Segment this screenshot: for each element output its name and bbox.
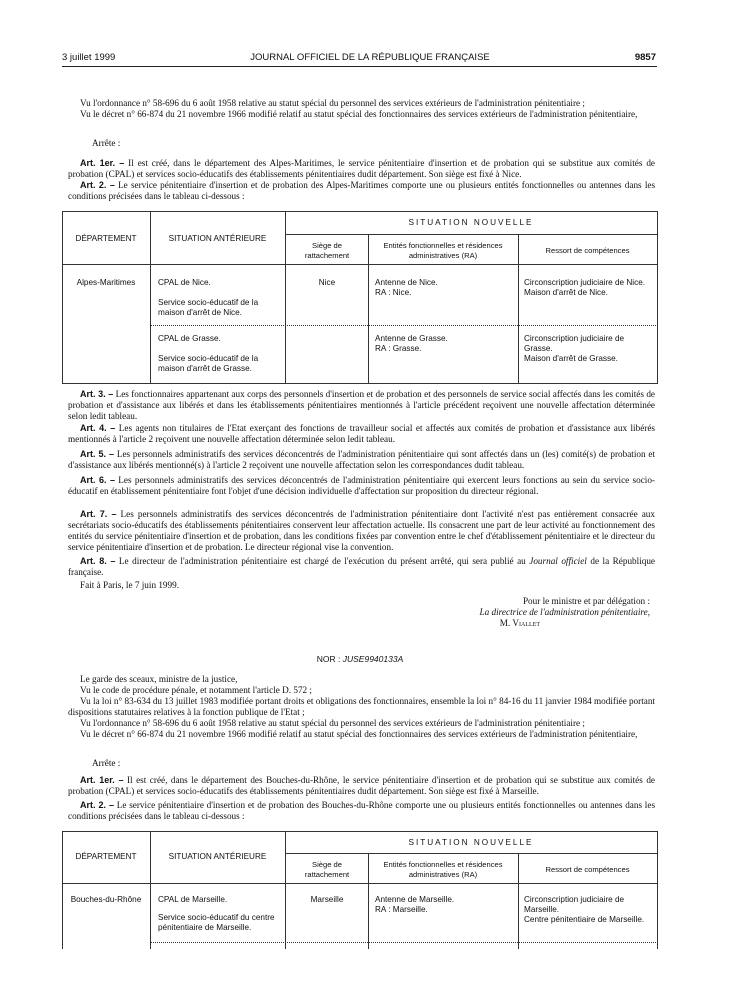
col-header-entites: Entités fonctionnelles et résidences administratives (RA)	[383, 241, 503, 260]
article-text: Les personnels administratifs des services déconcentrés de l'administration pénitentiaire qui sont affectés dans un (les) comité(s) de probation et d'assistance aux libérés mentionné(s) à l'article 2 reçoivent une nouvelle affectation selon les correspondances dudit tableau.	[68, 449, 656, 470]
cell-ressort: Maison d'arrêt de Grasse.	[524, 354, 618, 363]
article-label: Art. 2. –	[80, 180, 115, 190]
visa-ordonnance: Vu l'ordonnance n° 58-696 du 6 août 1958 relative au statut spécial du personnel des services extérieurs de l'administration pénitentiaire ;	[80, 718, 585, 728]
article-label: Art. 3. –	[80, 389, 114, 399]
col-header-siege: Siège de rattachement	[304, 241, 350, 260]
col-header-departement: DÉPARTEMENT	[75, 852, 137, 861]
article-7	[68, 509, 655, 553]
journal-officiel-ref: Journal officiel	[529, 556, 587, 566]
article-text: Les personnels administratifs des services déconcentrés de l'administration pénitentiaire qui exercent leurs fonctions au sein du service socio-éducatif en établissement pénitentiaire font l'objet d'une décision individuelle d'affectation sur proposition du directeur régional.	[68, 475, 655, 496]
cell-ressort: Circonscription judiciaire de Marseille.	[524, 895, 625, 914]
article-label: Art. 1er. –	[80, 775, 124, 785]
article-label: Art. 5. –	[80, 449, 115, 459]
cell-anterieure: CPAL de Marseille.	[158, 895, 228, 904]
cell-entites: RA : Marseille.	[375, 905, 428, 914]
cell-siege: Nice	[318, 278, 336, 287]
visa-loi: Vu la loi n° 83-634 du 13 juillet 1983 modifiée portant droits et obligations des fonctionnaires, ensemble la loi n° 84-16 du 11 janvier 1984 modifiée portant dispositions statutaires relatives à la fonction publique de l'Etat ;	[68, 696, 655, 717]
intro: Le garde des sceaux, ministre de la justice,	[80, 674, 238, 684]
signature-name: M. Viallet	[499, 618, 540, 628]
nor-label: NOR :	[316, 654, 341, 664]
col-header-ressort: Ressort de compétences	[545, 865, 630, 874]
cell-entites: Antenne de Grasse.	[375, 334, 448, 343]
header-date: 3 juillet 1999	[62, 52, 116, 63]
page-number: 9857	[634, 52, 656, 63]
visa-decret: Vu le décret n° 66-874 du 21 novembre 1966 modifié relatif au statut spécial des fonctionnaires des services extérieurs de l'administration pénitentiaire,	[80, 729, 638, 739]
fait-a: Fait à Paris, le 7 juin 1999.	[80, 580, 180, 590]
cell-anterieure: CPAL de Nice.	[158, 278, 211, 287]
article-8	[68, 556, 655, 578]
cell-ressort: Circonscription judiciaire de Grasse.	[524, 334, 625, 353]
article-label: Art. 2. –	[80, 800, 114, 810]
cell-entites: Antenne de Marseille.	[375, 895, 455, 904]
col-header-siege: Siège de rattachement	[304, 860, 350, 879]
visa-code: Vu le code de procédure pénale, et notamment l'article D. 572 ;	[80, 685, 312, 695]
cell-ressort: Circonscription judiciaire de Nice.	[524, 278, 646, 287]
cell-departement: Bouches-du-Rhône	[70, 895, 142, 904]
col-header-entites: Entités fonctionnelles et résidences administratives (RA)	[383, 860, 503, 879]
article-label: Art. 7. –	[80, 509, 117, 519]
article-label: Art. 4. –	[80, 423, 116, 433]
signature-line-1: Pour le ministre et par délégation :	[522, 596, 650, 606]
article-1	[68, 158, 655, 180]
article-4	[68, 423, 655, 445]
cell-anterieure: Service socio-éducatif du centre pénitentiaire de Marseille.	[158, 913, 275, 932]
article-label: Art. 6. –	[80, 475, 115, 485]
col-header-situation-nouvelle: SITUATION NOUVELLE	[408, 838, 534, 847]
cell-entites: Antenne de Nice.	[375, 278, 438, 287]
nor-value: JUSE9940133A	[342, 654, 404, 664]
article-text: Le service pénitentiaire d'insertion et de probation des Bouches-du-Rhône comporte une ou plusieurs entités fonctionnelles ou antennes dans les conditions précisées dans le tableau ci-dessous :	[68, 800, 656, 821]
cell-entites: RA : Nice.	[375, 288, 412, 297]
article-1	[68, 775, 655, 797]
arrete-heading: Arrête :	[92, 758, 121, 768]
article-2	[68, 800, 655, 822]
nor-reference	[260, 654, 460, 665]
article-6	[68, 475, 655, 497]
cell-anterieure: Service socio-éducatif de la maison d'arrêt de Nice.	[158, 298, 259, 317]
visa-ordonnance: Vu l'ordonnance n° 58-696 du 6 août 1958 relative au statut spécial du personnel des services extérieurs de l'administration pénitentiaire ;	[80, 98, 585, 108]
cell-entites: RA : Grasse.	[375, 344, 422, 353]
article-text: de la République française.	[68, 556, 656, 577]
cell-ressort: Maison d'arrêt de Nice.	[524, 288, 608, 297]
signature-line-2: La directrice de l'administration pénitentiaire,	[479, 607, 650, 617]
article-5	[68, 449, 655, 471]
article-text: Les fonctionnaires appartenant aux corps des personnels d'insertion et de probation et des personnels de service social affectés dans les comités de probation et d'assistance aux libérés et dans les établissements pénitentiaires mentionnés à l'article précédent reçoivent une nouvelle affectation déterminée selon ledit tableau.	[68, 389, 656, 421]
article-text: Les agents non titulaires de l'Etat exerçant des fonctions de travailleur social et affectés aux comités de probation et d'assistance aux libérés mentionnés à l'article 2 reçoivent une nouvelle affectation déterminée selon ledit tableau.	[68, 423, 655, 444]
article-text: Le directeur de l'administration pénitentiaire est chargé de l'exécution du présent arrêté, qui sera publié au	[118, 556, 530, 566]
cell-anterieure: CPAL de Grasse.	[158, 334, 221, 343]
arrete-heading: Arrête :	[92, 138, 121, 148]
cell-siege: Marseille	[310, 895, 344, 904]
col-header-departement: DÉPARTEMENT	[75, 234, 137, 243]
visa-decret: Vu le décret n° 66-874 du 21 novembre 1966 modifié relatif au statut spécial des fonctionnaires des services extérieurs de l'administration pénitentiaire,	[80, 109, 638, 119]
article-label: Art. 8. –	[80, 556, 116, 566]
col-header-situation-nouvelle: SITUATION NOUVELLE	[408, 218, 534, 227]
article-text: Il est créé, dans le département des Alpes-Maritimes, le service pénitentiaire d'insertion et de probation qui se substitue aux comités de probation (CPAL) et services socio-éducatifs des établissements pénitentiaires dudit département. Son siège est fixé à Nice.	[68, 158, 655, 179]
article-2	[68, 180, 655, 202]
cell-ressort: Centre pénitentiaire de Marseille.	[524, 915, 645, 924]
col-header-situation-anterieure: SITUATION ANTÉRIEURE	[168, 234, 267, 243]
article-text: Le service pénitentiaire d'insertion et de probation des Alpes-Maritimes comporte une ou plusieurs entités fonctionnelles ou antennes dans les conditions précisées dans le tableau ci-dessous :	[68, 180, 656, 201]
cell-departement: Alpes-Maritimes	[76, 278, 136, 287]
journal-title: JOURNAL OFFICIEL DE LA RÉPUBLIQUE FRANÇAISE	[250, 52, 490, 63]
article-text: Les personnels administratifs des services déconcentrés de l'administration pénitentiaire dont l'activité n'est pas entièrement consacrée aux secrétariats socio-éducatifs des établissements pénitentiaires conservent leur affectation actuelle. Ils consacrent une part de leur activité au fonctionnement des entités du service pénitentiaire d'insertion et de probation, dans les conditions fixées par convention entre le chef d'établissement pénitentiaire et le directeur du service pénitentiaire d'insertion et de probation. Le directeur régional vise la convention.	[68, 509, 655, 552]
header-rule	[62, 66, 657, 67]
col-header-ressort: Ressort de compétences	[545, 246, 630, 255]
article-text: Il est créé, dans le département des Bouches-du-Rhône, le service pénitentiaire d'insertion et de probation qui se substitue aux comités de probation (CPAL) et services socio-éducatifs des établissements pénitentiaires dudit département. Son siège est fixé à Marseille.	[68, 775, 655, 796]
cell-anterieure: Service socio-éducatif de la maison d'arrêt de Grasse.	[158, 354, 259, 373]
article-3	[68, 389, 655, 422]
col-header-situation-anterieure: SITUATION ANTÉRIEURE	[168, 852, 267, 861]
article-label: Art. 1er. –	[80, 158, 125, 168]
